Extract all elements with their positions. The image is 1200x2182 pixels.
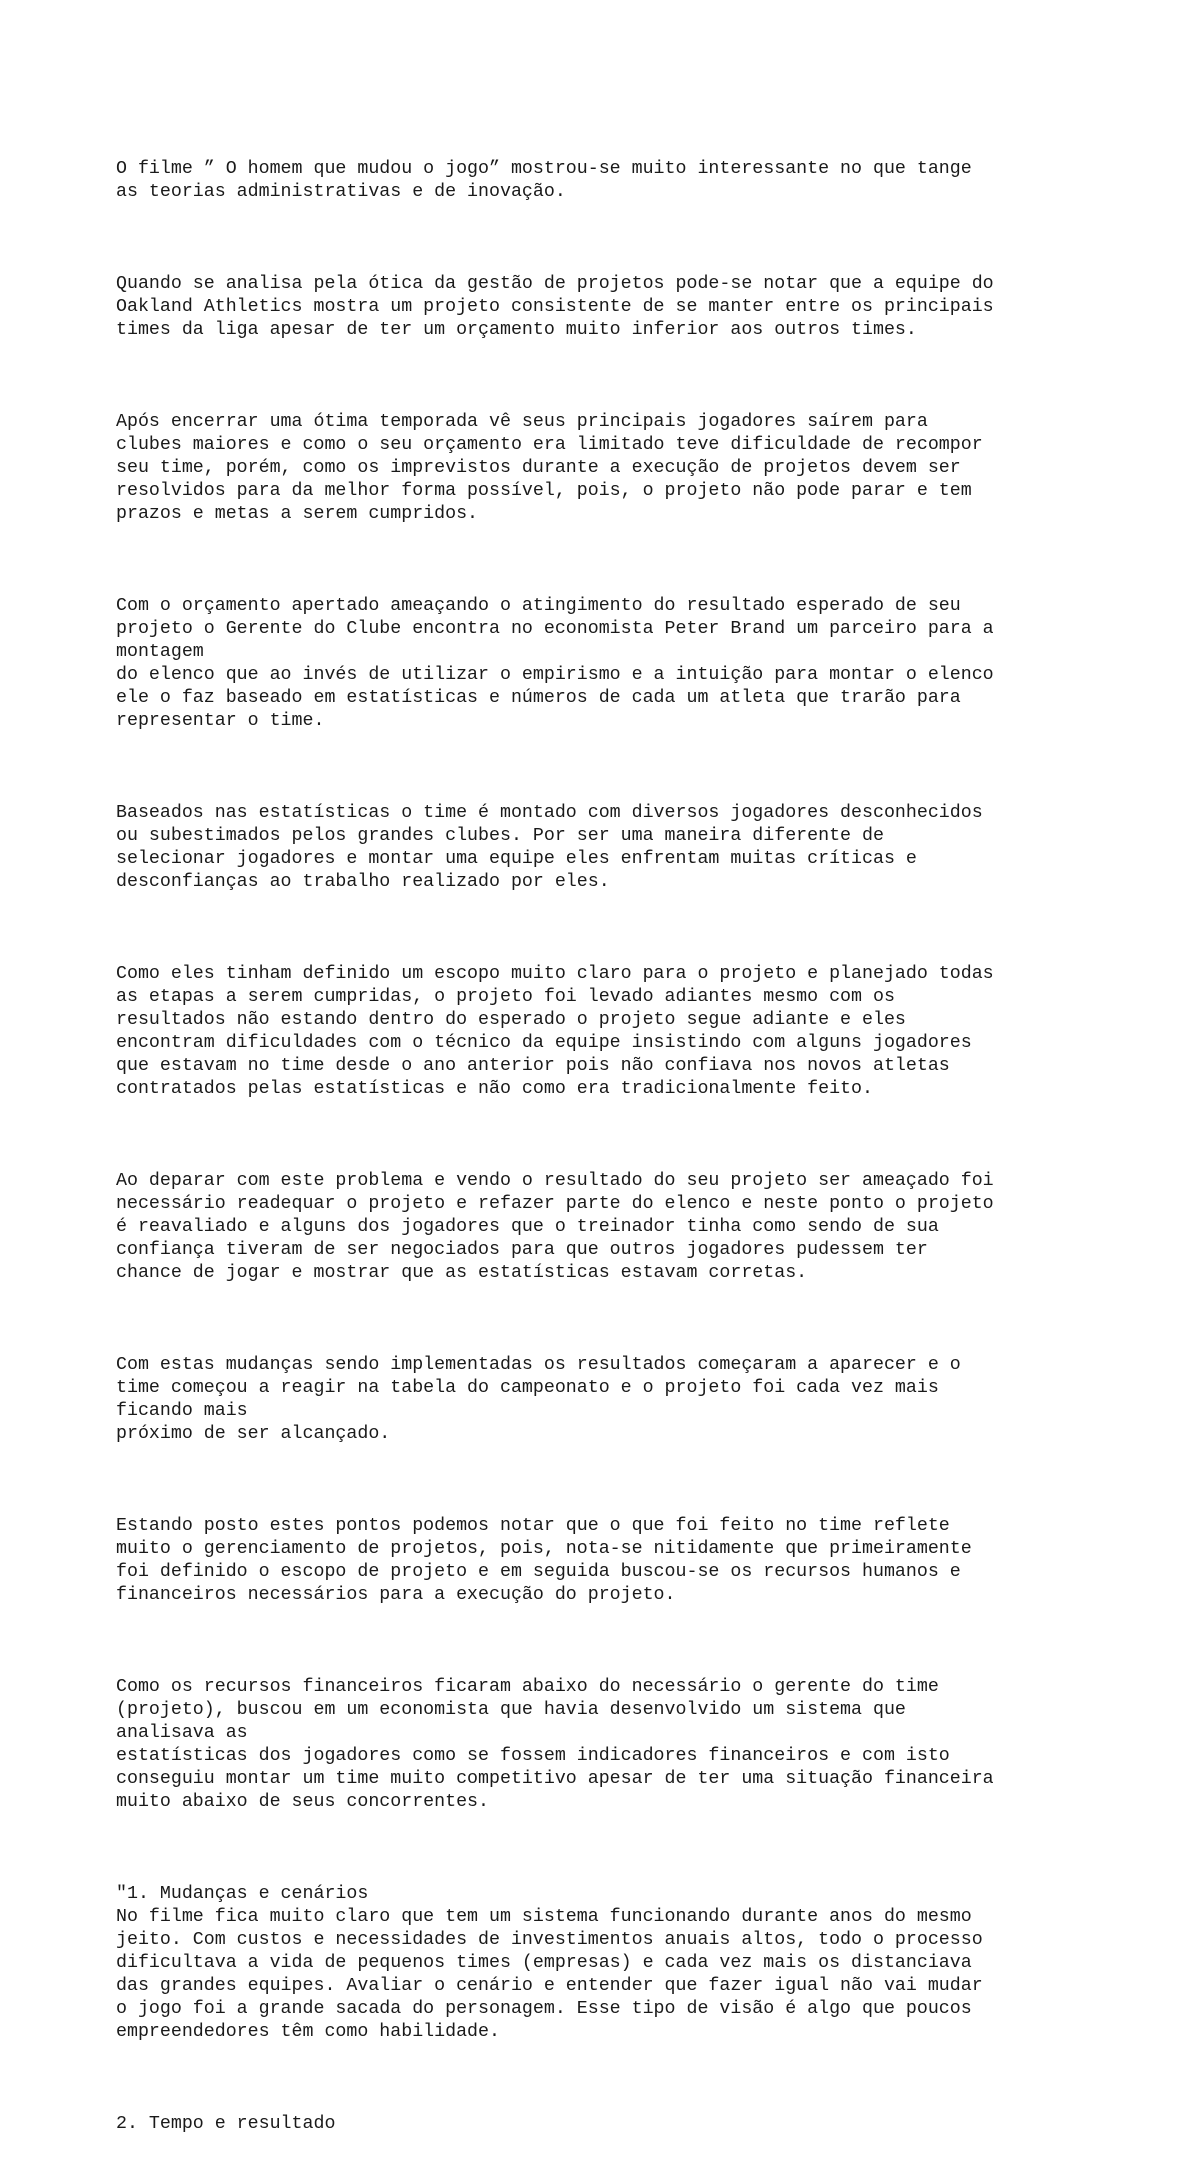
- paragraph: Baseados nas estatísticas o time é montado com diversos jogadores desconhecidos ou subestimados pelos grandes clubes. Por ser uma maneira diferente de selecionar jogadores e montar uma equipe eles enfrentam muitas críticas e desconfianças ao trabalho realizado por eles.: [116, 803, 983, 892]
- paragraph: Após encerrar uma ótima temporada vê seus principais jogadores saírem para clubes maiores e como o seu orçamento era limitado teve dificuldade de recompor seu time, porém, como os imprevistos durante a execução de projetos devem ser resolvidos para da melhor forma possível, pois, o projeto não pode parar e tem prazos e metas a serem cumpridos.: [116, 412, 983, 524]
- paragraph: Estando posto estes pontos podemos notar que o que foi feito no time reflete muito o gerenciamento de projetos, pois, nota-se nitidamente que primeiramente foi definido o escopo de projeto e em seguida buscou-se os recursos humanos e financeiros necessários para a execução do projeto.: [116, 1516, 972, 1605]
- paragraph: Com estas mudanças sendo implementadas os resultados começaram a aparecer e o time começou a reagir na tabela do campeonato e o projeto foi cada vez mais ficando mais próximo de ser alcançado.: [116, 1355, 961, 1444]
- paragraph: Quando se analisa pela ótica da gestão de projetos pode-se notar que a equipe do Oakland Athletics mostra um projeto consistente de se manter entre os principais times da liga apesar de ter um orçamento muito inferior aos outros times.: [116, 274, 994, 340]
- paragraph: Ao deparar com este problema e vendo o resultado do seu projeto ser ameaçado foi necessário readequar o projeto e refazer parte do elenco e neste ponto o projeto é reavaliado e alguns dos jogadores que o treinador tinha como sendo de sua confiança tiveram de ser negociados para que outros jogadores pudessem ter chance de jogar e mostrar que as estatísticas estavam corretas.: [116, 1171, 994, 1283]
- section-heading: 2. Tempo e resultado: [116, 2114, 336, 2134]
- paragraph: Como os recursos financeiros ficaram abaixo do necessário o gerente do time (projeto), buscou em um economista que havia desenvolvido um sistema que analisava as estatísticas dos jogadores como se fossem indicadores financeiros e com isto conseguiu montar um time muito competitivo apesar de ter uma situação financeira muito abaixo de seus concorrentes.: [116, 1677, 994, 1812]
- document-body: [116, 112, 1116, 2182]
- paragraph: Como eles tinham definido um escopo muito claro para o projeto e planejado todas as etapas a serem cumpridas, o projeto foi levado adiantes mesmo com os resultados não estando dentro do esperado o projeto segue adiante e eles encontram dificuldades com o técnico da equipe insistindo com alguns jogadores que estavam no time desde o ano anterior pois não confiava nos novos atletas contratados pelas estatísticas e não como era tradicionalmente feito.: [116, 964, 994, 1099]
- paragraph: Com o orçamento apertado ameaçando o atingimento do resultado esperado de seu projeto o Gerente do Clube encontra no economista Peter Brand um parceiro para a montagem do elenco que ao invés de utilizar o empirismo e a intuição para montar o elenco ele o faz baseado em estatísticas e números de cada um atleta que trarão para representar o time.: [116, 596, 994, 731]
- paragraph: O filme ” O homem que mudou o jogo” mostrou-se muito interessante no que tange as teorias administrativas e de inovação.: [116, 159, 972, 202]
- section-paragraph: "1. Mudanças e cenários No filme fica muito claro que tem um sistema funcionando durante anos do mesmo jeito. Com custos e necessidades de investimentos anuais altos, todo o processo dificultava a vida de pequenos times (empresas) e cada vez mais os distanciava das grandes equipes. Avaliar o cenário e entender que fazer igual não vai mudar o jogo foi a grande sacada do personagem. Esse tipo de visão é algo que poucos empreendedores têm como habilidade.: [116, 1884, 983, 2042]
